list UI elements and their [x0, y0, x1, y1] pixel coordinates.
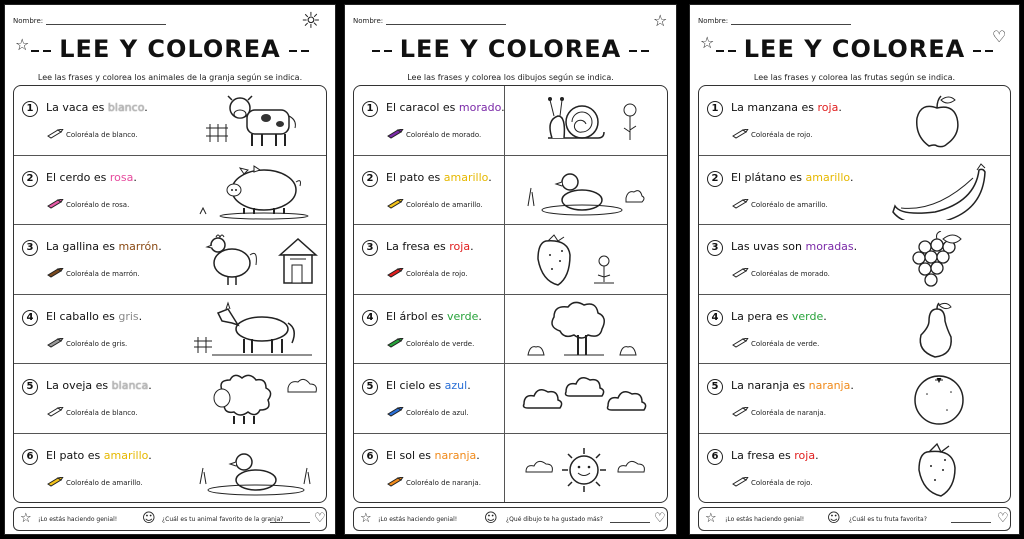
crayon-icon — [731, 199, 749, 209]
color-word: verde — [791, 309, 824, 323]
worksheet-farm-animals — [4, 4, 336, 535]
sentence: La naranja es naranja. — [731, 379, 854, 393]
footer-box — [13, 507, 327, 531]
exercise-row — [699, 86, 1010, 156]
duck-picture[interactable] — [192, 440, 324, 498]
exercise-row — [354, 225, 667, 295]
sentence: La fresa es roja. — [386, 240, 474, 254]
instruction: Coloréalo de amarillo. — [406, 200, 483, 209]
color-word: gris — [118, 309, 139, 323]
answer-line[interactable] — [610, 522, 650, 523]
item-number: 6 — [22, 449, 38, 465]
star-icon: ☆ — [20, 511, 32, 526]
crayon-icon — [386, 268, 404, 278]
instruction: Coloréalas de morado. — [751, 270, 830, 279]
exercise-row — [14, 434, 326, 503]
instruction: Coloréalo de rosa. — [66, 200, 130, 209]
instruction: Coloréalo de morado. — [406, 131, 482, 139]
page-subtitle: Lee las frases y colorea los dibujos según se indica. — [407, 73, 614, 82]
instruction: Coloréala de rojo. — [751, 479, 813, 487]
item-number: 4 — [707, 310, 723, 326]
orange-picture[interactable] — [877, 370, 1009, 428]
exercise-panel — [13, 85, 327, 503]
item-number: 2 — [22, 171, 38, 187]
horse-picture[interactable] — [192, 301, 324, 359]
item-number: 3 — [22, 240, 38, 256]
item-number: 3 — [707, 240, 723, 256]
exercise-panel — [353, 85, 668, 503]
item-number: 4 — [362, 310, 378, 326]
instruction: Coloréala de naranja. — [751, 409, 826, 418]
hen-picture[interactable] — [192, 231, 324, 289]
instruction: Coloréala de blanco. — [66, 131, 138, 139]
name-field[interactable] — [13, 17, 166, 25]
crayon-icon — [386, 407, 404, 417]
item-number: 1 — [22, 101, 38, 117]
pear-picture[interactable] — [877, 301, 1009, 359]
crayon-icon — [386, 129, 404, 139]
crayon-icon — [731, 477, 749, 487]
item-number: 5 — [22, 379, 38, 395]
crayon-icon — [731, 129, 749, 139]
name-label: Nombre: — [698, 17, 729, 25]
color-word: marrón — [118, 240, 159, 254]
color-word: azul — [444, 379, 468, 393]
color-word: roja — [817, 101, 839, 114]
instruction: Coloréala de marrón. — [66, 270, 140, 279]
footer-encouragement: ¡Lo estás haciendo genial! — [725, 516, 805, 523]
pig-picture[interactable] — [192, 162, 324, 220]
grapes-picture[interactable] — [877, 231, 1009, 289]
sentence: El caballo es gris. — [46, 309, 143, 323]
color-word: morado — [458, 101, 502, 114]
instruction: Coloréalo de verde. — [406, 339, 475, 348]
star-icon: ☆ — [653, 11, 668, 30]
item-number: 2 — [362, 171, 378, 187]
name-label: Nombre: — [13, 17, 44, 25]
sheep-picture[interactable] — [192, 370, 324, 428]
star-icon: ☆ — [360, 511, 372, 526]
color-word: moradas — [805, 240, 854, 254]
sentence: El pato es amarillo. — [46, 449, 152, 462]
page-subtitle: Lee las frases y colorea las frutas según se indica. — [753, 73, 956, 82]
sentence: La pera es verde. — [731, 309, 827, 323]
name-field[interactable] — [353, 17, 506, 25]
exercise-row — [14, 156, 326, 226]
sentence: El cerdo es rosa. — [46, 170, 137, 184]
exercise-row — [354, 434, 667, 503]
heart-icon: ♡ — [992, 27, 1007, 46]
sentence: La oveja es blanca. — [46, 379, 152, 393]
worksheet-fruits — [689, 4, 1020, 535]
item-number: 1 — [362, 101, 378, 117]
duck-picture[interactable] — [518, 162, 650, 220]
crayon-icon — [731, 338, 749, 348]
exercise-row — [14, 295, 326, 365]
item-number: 6 — [707, 449, 723, 465]
strawberry-picture[interactable] — [877, 440, 1009, 498]
color-word: verde — [447, 309, 479, 323]
sun-picture[interactable] — [518, 440, 650, 498]
color-word: amarillo — [103, 449, 149, 462]
cow-picture[interactable] — [192, 92, 324, 150]
star-icon: ☆ — [15, 35, 30, 54]
instruction: Coloréala de rojo. — [751, 131, 813, 139]
exercise-row — [354, 295, 667, 365]
footer-encouragement: ¡Lo estás haciendo genial! — [38, 516, 118, 523]
instruction: Coloréalo de amarillo. — [751, 200, 828, 209]
exercise-row — [14, 364, 326, 434]
exercise-panel — [698, 85, 1011, 503]
star-icon: ☆ — [705, 511, 717, 526]
sentence: La fresa es roja. — [731, 449, 819, 462]
crayon-icon — [46, 199, 64, 209]
crayon-icon — [731, 268, 749, 278]
worksheet-drawings — [344, 4, 677, 535]
page-title: LEE Y COLOREA — [345, 35, 676, 64]
exercise-row — [699, 434, 1010, 503]
footer-question: ¿Cuál es tu fruta favorita? — [849, 516, 927, 523]
color-word: amarillo — [805, 170, 850, 184]
exercise-row — [14, 225, 326, 295]
strawberry-picture[interactable] — [518, 231, 650, 289]
exercise-row — [354, 86, 667, 156]
color-word: amarillo — [443, 170, 489, 184]
exercise-row — [699, 156, 1010, 226]
item-number: 3 — [362, 240, 378, 256]
heart-icon: ♡ — [997, 511, 1009, 526]
sun-icon: ☼ — [301, 9, 321, 34]
sentence: El cielo es azul. — [386, 379, 471, 393]
footer-question: ¿Qué dibujo te ha gustado más? — [506, 516, 603, 523]
sentence: La manzana es roja. — [731, 101, 842, 114]
page-title: LEE Y COLOREA — [690, 35, 1019, 64]
instruction: Coloréalo de gris. — [66, 339, 128, 348]
color-word: naranja — [808, 379, 851, 393]
item-number: 1 — [707, 101, 723, 117]
answer-line[interactable] — [270, 522, 310, 523]
sentence: La gallina es marrón. — [46, 240, 162, 254]
crayon-icon — [386, 477, 404, 487]
footer-encouragement: ¡Lo estás haciendo genial! — [378, 516, 458, 523]
item-number: 5 — [362, 379, 378, 395]
exercise-row — [14, 86, 326, 156]
crayon-icon — [46, 407, 64, 417]
item-number: 4 — [22, 310, 38, 326]
footer-box — [353, 507, 668, 531]
sentence: El árbol es verde. — [386, 309, 482, 323]
exercise-row — [354, 156, 667, 226]
tree-picture[interactable] — [518, 301, 650, 359]
crayon-icon — [46, 477, 64, 487]
crayon-icon — [46, 129, 64, 139]
exercise-row — [699, 295, 1010, 365]
color-word: naranja — [434, 449, 477, 462]
crayon-icon — [46, 338, 64, 348]
color-word: rosa — [109, 170, 134, 184]
color-word: blanco — [107, 101, 145, 114]
smiley-icon: ☺ — [827, 511, 841, 526]
crayon-icon — [386, 199, 404, 209]
banana-picture[interactable] — [877, 162, 1009, 220]
sentence: El pato es amarillo. — [386, 170, 492, 184]
sentence: Las uvas son moradas. — [731, 240, 858, 254]
instruction: Coloréala de rojo. — [406, 270, 468, 279]
instruction: Coloréala de verde. — [751, 339, 820, 348]
crayon-icon — [731, 407, 749, 417]
item-number: 5 — [707, 379, 723, 395]
item-number: 2 — [707, 171, 723, 187]
smiley-icon: ☺ — [142, 511, 156, 526]
name-field[interactable] — [698, 17, 851, 25]
page-title: LEE Y COLOREA — [5, 35, 335, 64]
sentence: El plátano es amarillo. — [731, 170, 854, 184]
star-icon: ☆ — [700, 33, 715, 52]
smiley-icon: ☺ — [484, 511, 498, 526]
color-word: roja — [794, 449, 816, 462]
item-number: 6 — [362, 449, 378, 465]
clouds-picture[interactable] — [518, 370, 650, 428]
instruction: Coloréala de blanco. — [66, 409, 138, 418]
name-label: Nombre: — [353, 17, 384, 25]
exercise-row — [699, 364, 1010, 434]
footer-question: ¿Cuál es tu animal favorito de la granja? — [162, 516, 284, 523]
page-subtitle: Lee las frases y colorea los animales de la granja según se indica. — [37, 73, 303, 82]
apple-picture[interactable] — [877, 92, 1009, 150]
snail-picture[interactable] — [518, 92, 650, 150]
heart-icon: ♡ — [654, 511, 666, 526]
color-word: blanca — [111, 379, 149, 393]
sentence: La vaca es blanco. — [46, 101, 148, 114]
color-word: roja — [449, 240, 471, 254]
crayon-icon — [46, 268, 64, 278]
exercise-row — [354, 364, 667, 434]
crayon-icon — [386, 338, 404, 348]
answer-line[interactable] — [951, 522, 991, 523]
sentence: El sol es naranja. — [386, 449, 480, 462]
instruction: Coloréalo de amarillo. — [66, 479, 143, 487]
sentence: El caracol es morado. — [386, 101, 505, 114]
footer-box — [698, 507, 1011, 531]
instruction: Coloréalo de naranja. — [406, 479, 481, 487]
heart-icon: ♡ — [314, 511, 326, 526]
instruction: Coloréalo de azul. — [406, 409, 469, 418]
exercise-row — [699, 225, 1010, 295]
